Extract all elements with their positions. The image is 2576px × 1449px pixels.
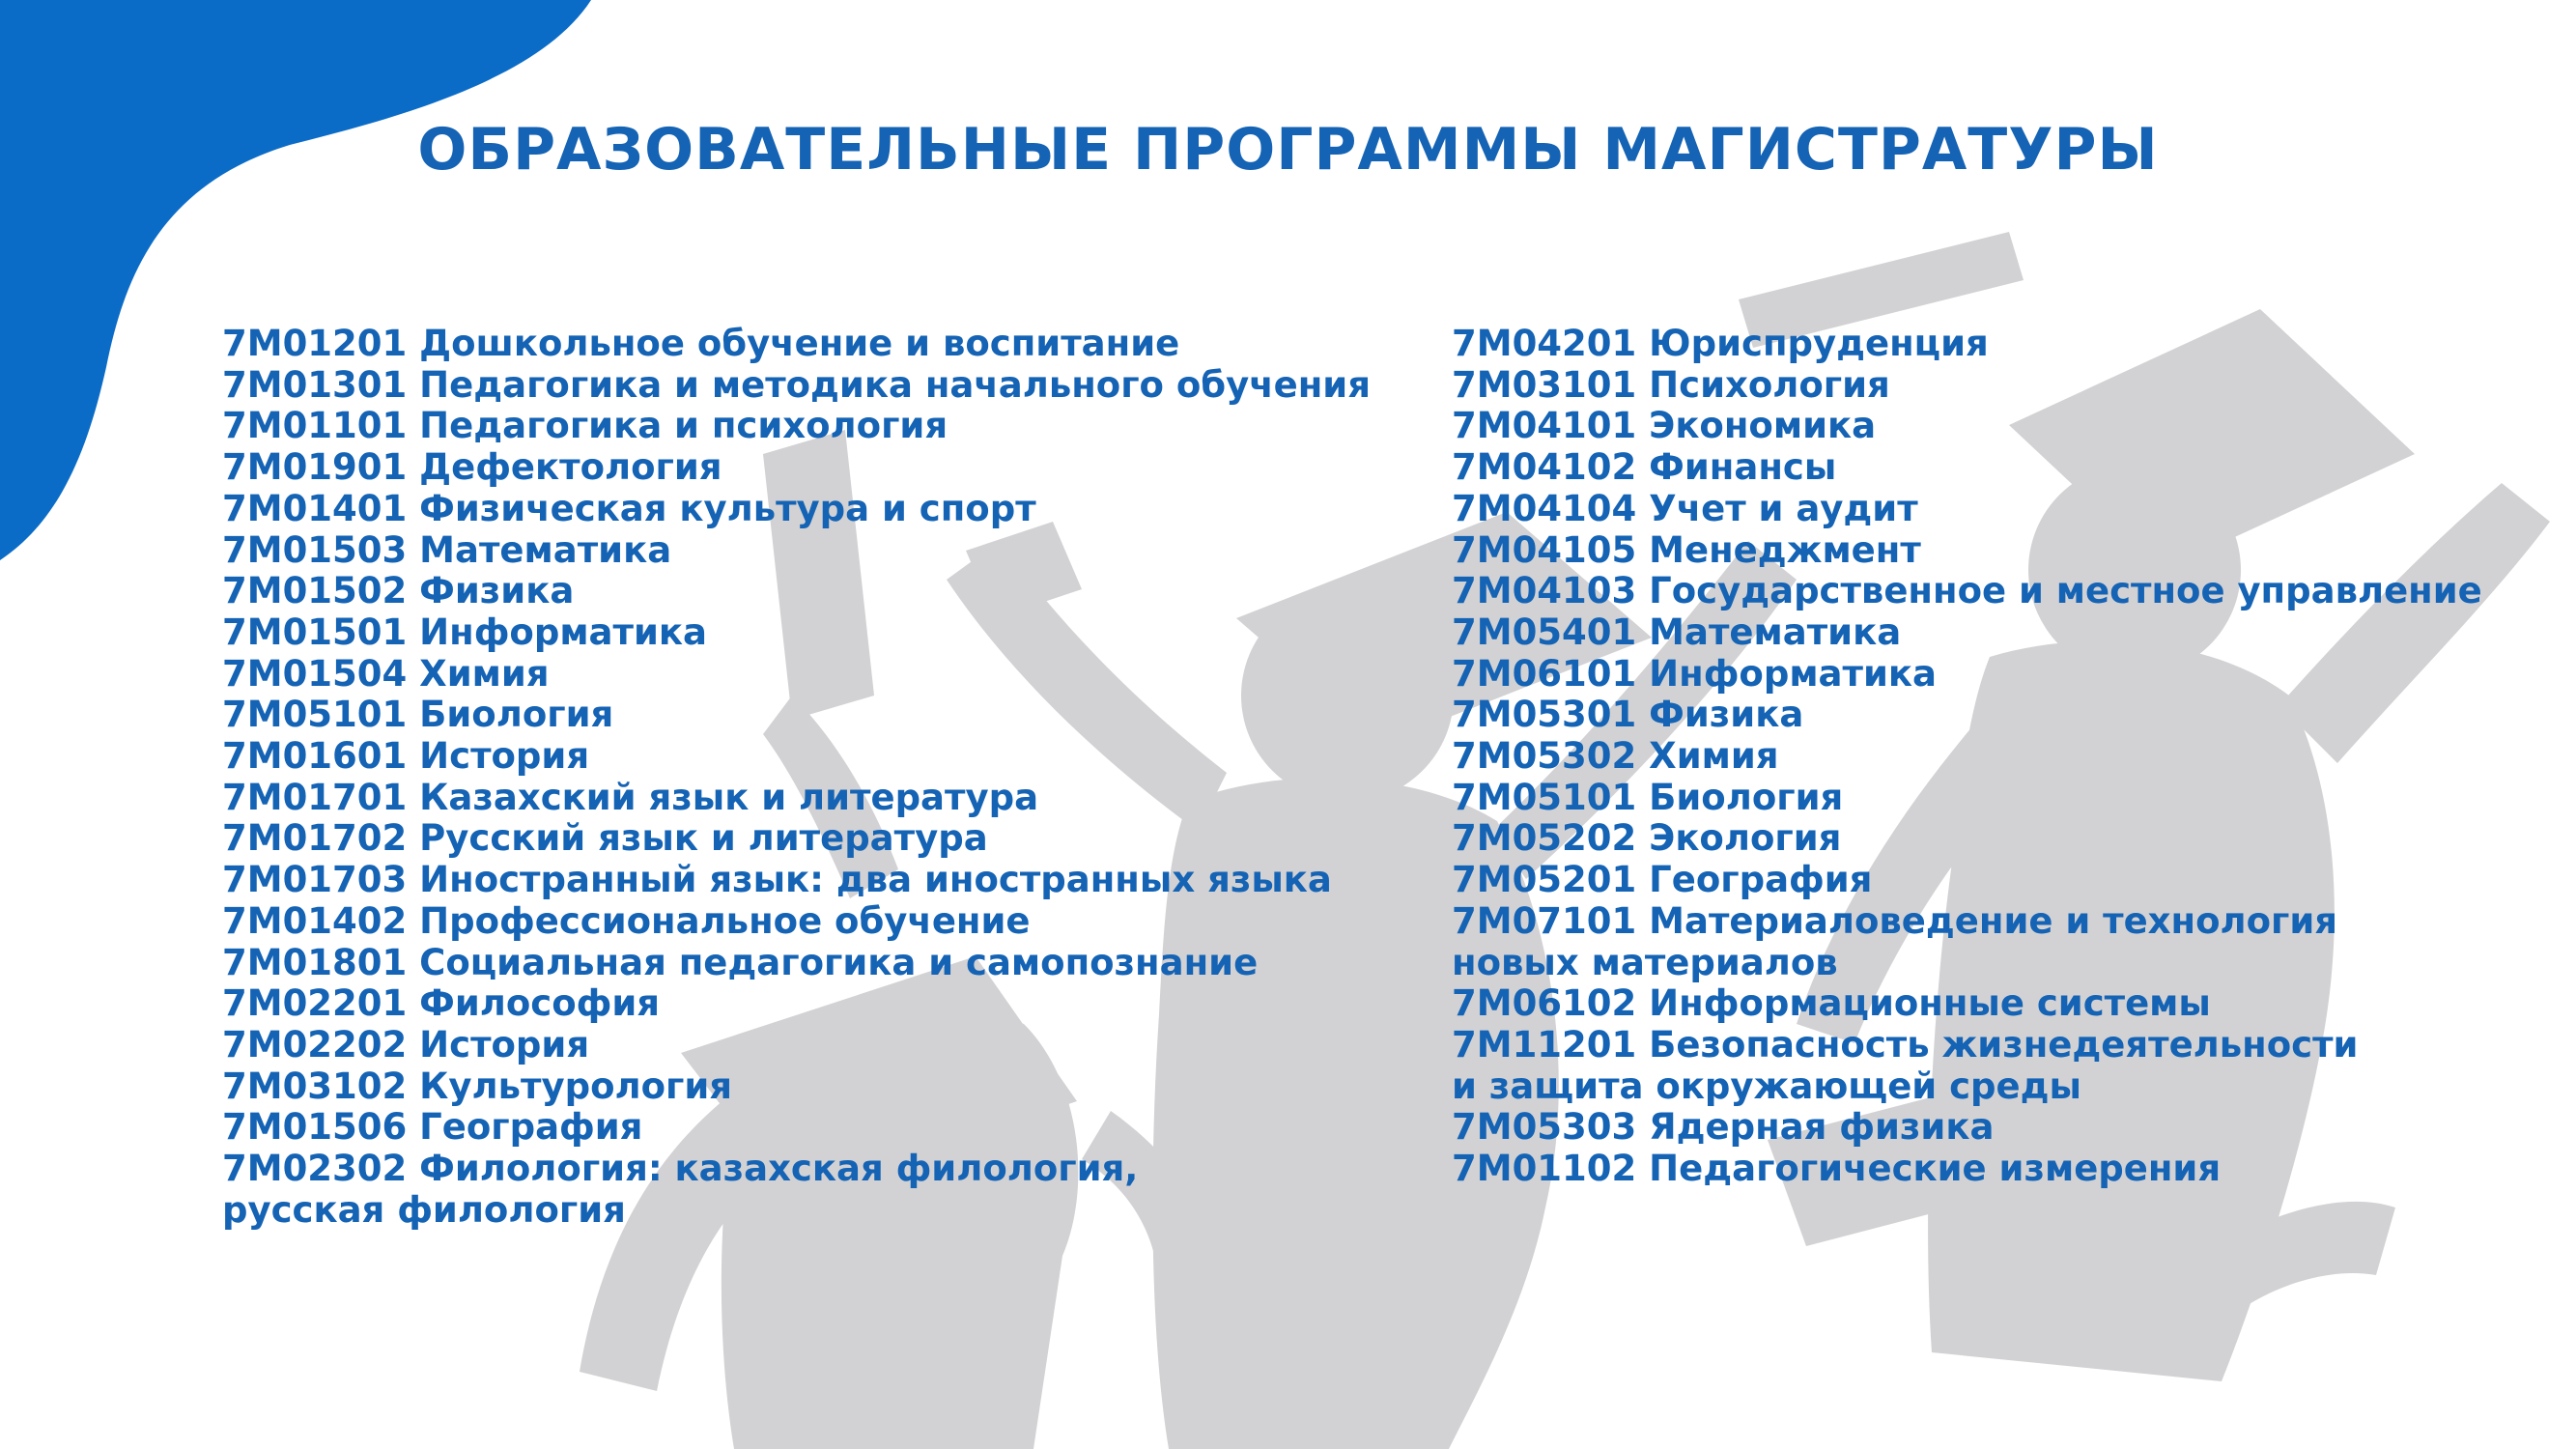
program-item: 7M01401 Физическая культура и спорт xyxy=(222,487,1036,529)
program-item: 7M01201 Дошкольное обучение и воспитание xyxy=(222,323,1180,364)
program-item: 7M03102 Культурология xyxy=(222,1065,733,1107)
program-item: 7M05301 Физика xyxy=(1452,694,1804,736)
program-item: 7M01402 Профессиональное обучение xyxy=(222,899,1031,942)
program-item-continuation: русская филология xyxy=(222,1188,626,1231)
program-item: 7M05101 Биология xyxy=(1452,776,1844,818)
program-item-continuation: новых материалов xyxy=(1452,941,1838,983)
program-item-continuation: и защита окружающей среды xyxy=(1452,1065,2081,1107)
program-item: 7M01501 Информатика xyxy=(222,611,707,653)
program-item: 7M01301 Педагогика и методика начального обучения xyxy=(222,363,1371,406)
program-item: 7M04102 Финансы xyxy=(1452,446,1837,489)
program-item: 7M05303 Ядерная физика xyxy=(1452,1106,1995,1149)
program-item: 7M01102 Педагогические измерения xyxy=(1452,1148,2222,1190)
program-item: 7M01101 Педагогика и психология xyxy=(222,405,948,447)
program-item: 7M01703 Иностранный язык: два иностранных языка xyxy=(222,859,1332,901)
program-item: 7M01601 История xyxy=(222,735,590,778)
program-item: 7M07101 Материаловедение и технология xyxy=(1452,899,2338,942)
program-item: 7M04103 Государственное и местное управление xyxy=(1452,570,2482,612)
program-list-left xyxy=(222,324,1371,1231)
program-item: 7M05201 География xyxy=(1452,859,1873,901)
program-item: 7M04105 Менеджмент xyxy=(1452,528,1921,571)
program-item: 7M05101 Биология xyxy=(222,694,614,736)
program-item: 7M01901 Дефектология xyxy=(222,446,722,489)
program-item: 7M03101 Психология xyxy=(1452,363,1890,406)
program-item: 7M01503 Математика xyxy=(222,528,672,571)
program-item: 7M01701 Казахский язык и литература xyxy=(222,776,1039,818)
program-item: 7M02202 История xyxy=(222,1023,590,1065)
program-item: 7M04201 Юриспруденция xyxy=(1452,323,1989,364)
program-item: 7M11201 Безопасность жизнедеятельности xyxy=(1452,1023,2359,1065)
program-item: 7M04101 Экономика xyxy=(1452,405,1877,447)
program-item: 7M01506 География xyxy=(222,1106,643,1149)
program-item: 7M04104 Учет и аудит xyxy=(1452,487,1918,529)
program-item: 7M05302 Химия xyxy=(1452,735,1779,778)
program-item: 7M02302 Филология: казахская филология, xyxy=(222,1148,1139,1190)
program-item: 7M05401 Математика xyxy=(1452,611,1902,653)
program-item: 7M06101 Информатика xyxy=(1452,652,1937,695)
program-list-right xyxy=(1452,324,2482,1190)
program-item: 7M01502 Физика xyxy=(222,570,575,612)
program-item: 7M01504 Химия xyxy=(222,652,550,695)
program-item: 7M01801 Социальная педагогика и самопознание xyxy=(222,941,1259,983)
program-item: 7M05202 Экология xyxy=(1452,817,1842,860)
program-item: 7M02201 Философия xyxy=(222,982,661,1025)
page-title: ОБРАЗОВАТЕЛЬНЫЕ ПРОГРАММЫ МАГИСТРАТУРЫ xyxy=(417,116,2159,184)
program-item: 7M01702 Русский язык и литература xyxy=(222,817,988,860)
program-item: 7M06102 Информационные системы xyxy=(1452,982,2211,1025)
